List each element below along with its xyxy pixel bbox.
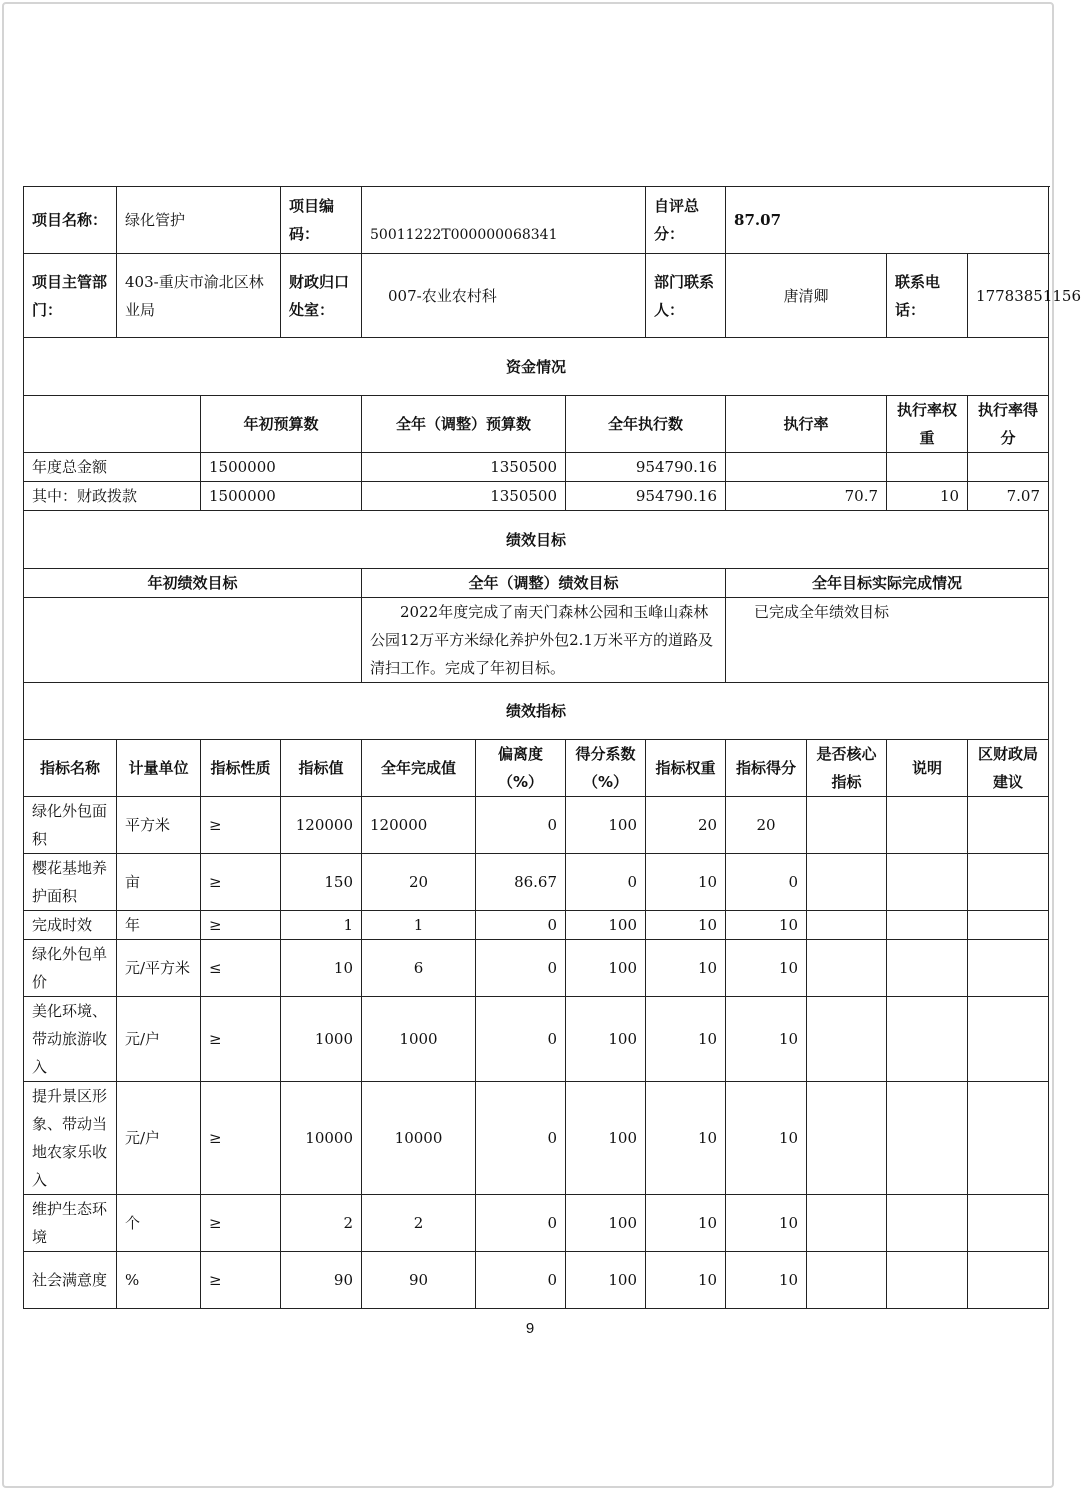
- ind-unit: 元/户: [117, 1082, 201, 1195]
- ind-deviation: 86.67: [476, 854, 566, 911]
- performance-evaluation-table: [23, 186, 1081, 1309]
- ind-header-core: 是否核心指标: [807, 740, 887, 797]
- ind-name: 社会满意度: [24, 1252, 117, 1309]
- ind-actual: 90: [362, 1252, 476, 1309]
- ind-advice: [968, 854, 1049, 911]
- ind-unit: 元/户: [117, 997, 201, 1082]
- funds-row-executed: 954790.16: [566, 482, 726, 511]
- project-name-label: 项目名称：: [24, 187, 117, 254]
- ind-weight: 20: [646, 797, 726, 854]
- table-row: [24, 453, 1049, 482]
- ind-deviation: 0: [476, 997, 566, 1082]
- goals-header-initial: 年初绩效目标: [24, 569, 362, 598]
- ind-nature: ≥: [201, 997, 281, 1082]
- ind-advice: [968, 797, 1049, 854]
- ind-score: 10: [726, 1252, 807, 1309]
- table-row: [24, 1195, 1049, 1252]
- ind-header-score: 指标得分: [726, 740, 807, 797]
- ind-core: [807, 854, 887, 911]
- ind-note: [887, 1195, 968, 1252]
- ind-score: 10: [726, 911, 807, 940]
- goals-initial: [24, 598, 362, 683]
- funds-row-score: [968, 453, 1049, 482]
- ind-header-note: 说明: [887, 740, 968, 797]
- ind-header-weight: 指标权重: [646, 740, 726, 797]
- ind-advice: [968, 1082, 1049, 1195]
- ind-nature: ≥: [201, 1195, 281, 1252]
- ind-nature: ≥: [201, 1082, 281, 1195]
- ind-header-name: 指标名称: [24, 740, 117, 797]
- ind-actual: 1000: [362, 997, 476, 1082]
- goals-actual: 已完成全年绩效目标: [726, 598, 1049, 683]
- funds-row-label: 年度总金额: [24, 453, 201, 482]
- table-row: [24, 797, 1049, 854]
- ind-target: 10: [281, 940, 362, 997]
- indicators-section-title: 绩效指标: [24, 683, 1049, 740]
- contact: 唐清卿: [726, 254, 887, 338]
- ind-target: 120000: [281, 797, 362, 854]
- ind-header-unit: 计量单位: [117, 740, 201, 797]
- ind-coef: 100: [566, 1082, 646, 1195]
- funds-header-rate: 执行率: [726, 396, 887, 453]
- ind-note: [887, 1082, 968, 1195]
- ind-score: 10: [726, 1195, 807, 1252]
- ind-actual: 20: [362, 854, 476, 911]
- ind-nature: ≥: [201, 911, 281, 940]
- goals-adjusted: [362, 598, 726, 683]
- ind-header-advice: 区财政局建议: [968, 740, 1049, 797]
- ind-actual: 120000: [362, 797, 476, 854]
- ind-advice: [968, 1195, 1049, 1252]
- ind-weight: 10: [646, 1195, 726, 1252]
- ind-header-coef: 得分系数（%）: [566, 740, 646, 797]
- ind-deviation: 0: [476, 1252, 566, 1309]
- ind-advice: [968, 940, 1049, 997]
- ind-weight: 10: [646, 940, 726, 997]
- ind-name: 美化环境、带动旅游收入: [24, 997, 117, 1082]
- ind-nature: ≥: [201, 854, 281, 911]
- ind-target: 150: [281, 854, 362, 911]
- table-row: [24, 1252, 1049, 1309]
- contact-label: 部门联系人：: [646, 254, 726, 338]
- ind-core: [807, 997, 887, 1082]
- funds-header-blank: [24, 396, 201, 453]
- funds-row-initial: 1500000: [201, 482, 362, 511]
- ind-name: 维护生态环境: [24, 1195, 117, 1252]
- phone: 17783851156: [968, 254, 1049, 338]
- table-row: [24, 482, 1049, 511]
- goals-adjusted-text: 2022年度完成了南天门森林公园和玉峰山森林公园12万平方米绿化养护外包2.1万米平方的道路及清扫工作。完成了年初目标。: [370, 603, 713, 677]
- table-row: [24, 911, 1049, 940]
- ind-nature: ≥: [201, 797, 281, 854]
- dept: 403-重庆市渝北区林业局: [117, 254, 281, 338]
- ind-coef: 0: [566, 854, 646, 911]
- table-row: [24, 854, 1049, 911]
- ind-weight: 10: [646, 854, 726, 911]
- goals-header-adjusted: 全年（调整）绩效目标: [362, 569, 726, 598]
- ind-unit: 元/平方米: [117, 940, 201, 997]
- ind-coef: 100: [566, 1252, 646, 1309]
- funds-row-adjusted: 1350500: [362, 482, 566, 511]
- self-score: 87.07: [726, 187, 1049, 254]
- ind-core: [807, 940, 887, 997]
- table-row: [24, 940, 1049, 997]
- funds-row-adjusted: 1350500: [362, 453, 566, 482]
- ind-core: [807, 1252, 887, 1309]
- funds-row-score: 7.07: [968, 482, 1049, 511]
- ind-name: 提升景区形象、带动当地农家乐收入: [24, 1082, 117, 1195]
- ind-coef: 100: [566, 1195, 646, 1252]
- ind-actual: 2: [362, 1195, 476, 1252]
- ind-note: [887, 997, 968, 1082]
- ind-unit: 年: [117, 911, 201, 940]
- ind-actual: 6: [362, 940, 476, 997]
- ind-deviation: 0: [476, 1195, 566, 1252]
- ind-advice: [968, 911, 1049, 940]
- funds-header-adjusted: 全年（调整）预算数: [362, 396, 566, 453]
- ind-weight: 10: [646, 1082, 726, 1195]
- ind-actual: 10000: [362, 1082, 476, 1195]
- ind-weight: 10: [646, 1252, 726, 1309]
- ind-header-deviation: 偏离度（%）: [476, 740, 566, 797]
- ind-coef: 100: [566, 797, 646, 854]
- ind-header-target: 指标值: [281, 740, 362, 797]
- goals-section-title: 绩效目标: [24, 511, 1049, 569]
- finance-office-label: 财政归口处室：: [281, 254, 362, 338]
- ind-unit: %: [117, 1252, 201, 1309]
- funds-header-initial: 年初预算数: [201, 396, 362, 453]
- ind-target: 10000: [281, 1082, 362, 1195]
- phone-label: 联系电话：: [887, 254, 968, 338]
- ind-actual: 1: [362, 911, 476, 940]
- ind-note: [887, 911, 968, 940]
- table-row: [24, 997, 1049, 1082]
- ind-nature: ≤: [201, 940, 281, 997]
- dept-label: 项目主管部门：: [24, 254, 117, 338]
- funds-header-score: 执行率得分: [968, 396, 1049, 453]
- finance-office: 007-农业农村科: [362, 254, 646, 338]
- ind-score: 10: [726, 1082, 807, 1195]
- ind-coef: 100: [566, 911, 646, 940]
- ind-weight: 10: [646, 911, 726, 940]
- project-code: 50011222T000000068341: [362, 187, 646, 254]
- ind-unit: 亩: [117, 854, 201, 911]
- funds-row-rate: [726, 453, 887, 482]
- funds-row-weight: [887, 453, 968, 482]
- ind-header-actual: 全年完成值: [362, 740, 476, 797]
- ind-score: 10: [726, 997, 807, 1082]
- table-row: [24, 1082, 1049, 1195]
- ind-deviation: 0: [476, 911, 566, 940]
- project-code-label: 项目编码：: [281, 187, 362, 254]
- ind-name: 樱花基地养护面积: [24, 854, 117, 911]
- self-score-label: 自评总分：: [646, 187, 726, 254]
- ind-note: [887, 854, 968, 911]
- ind-coef: 100: [566, 940, 646, 997]
- funds-row-rate: 70.7: [726, 482, 887, 511]
- ind-name: 完成时效: [24, 911, 117, 940]
- ind-core: [807, 797, 887, 854]
- ind-advice: [968, 997, 1049, 1082]
- ind-deviation: 0: [476, 940, 566, 997]
- ind-score: 20: [726, 797, 807, 854]
- goals-header-actual: 全年目标实际完成情况: [726, 569, 1049, 598]
- ind-core: [807, 1195, 887, 1252]
- ind-weight: 10: [646, 997, 726, 1082]
- ind-name: 绿化外包面积: [24, 797, 117, 854]
- ind-core: [807, 1082, 887, 1195]
- funds-row-executed: 954790.16: [566, 453, 726, 482]
- ind-target: 1: [281, 911, 362, 940]
- ind-core: [807, 911, 887, 940]
- funds-header-weight: 执行率权重: [887, 396, 968, 453]
- ind-note: [887, 1252, 968, 1309]
- ind-note: [887, 940, 968, 997]
- funds-row-weight: 10: [887, 482, 968, 511]
- funds-header-executed: 全年执行数: [566, 396, 726, 453]
- ind-score: 10: [726, 940, 807, 997]
- ind-coef: 100: [566, 997, 646, 1082]
- ind-target: 2: [281, 1195, 362, 1252]
- ind-deviation: 0: [476, 797, 566, 854]
- ind-header-nature: 指标性质: [201, 740, 281, 797]
- page-number: 9: [525, 1320, 535, 1337]
- ind-nature: ≥: [201, 1252, 281, 1309]
- ind-score: 0: [726, 854, 807, 911]
- funds-row-initial: 1500000: [201, 453, 362, 482]
- ind-target: 90: [281, 1252, 362, 1309]
- ind-unit: 平方米: [117, 797, 201, 854]
- ind-note: [887, 797, 968, 854]
- ind-name: 绿化外包单价: [24, 940, 117, 997]
- ind-advice: [968, 1252, 1049, 1309]
- project-name: 绿化管护: [117, 187, 281, 254]
- ind-deviation: 0: [476, 1082, 566, 1195]
- ind-unit: 个: [117, 1195, 201, 1252]
- funds-row-label: 其中：财政拨款: [24, 482, 201, 511]
- funds-section-title: 资金情况: [24, 338, 1049, 396]
- ind-target: 1000: [281, 997, 362, 1082]
